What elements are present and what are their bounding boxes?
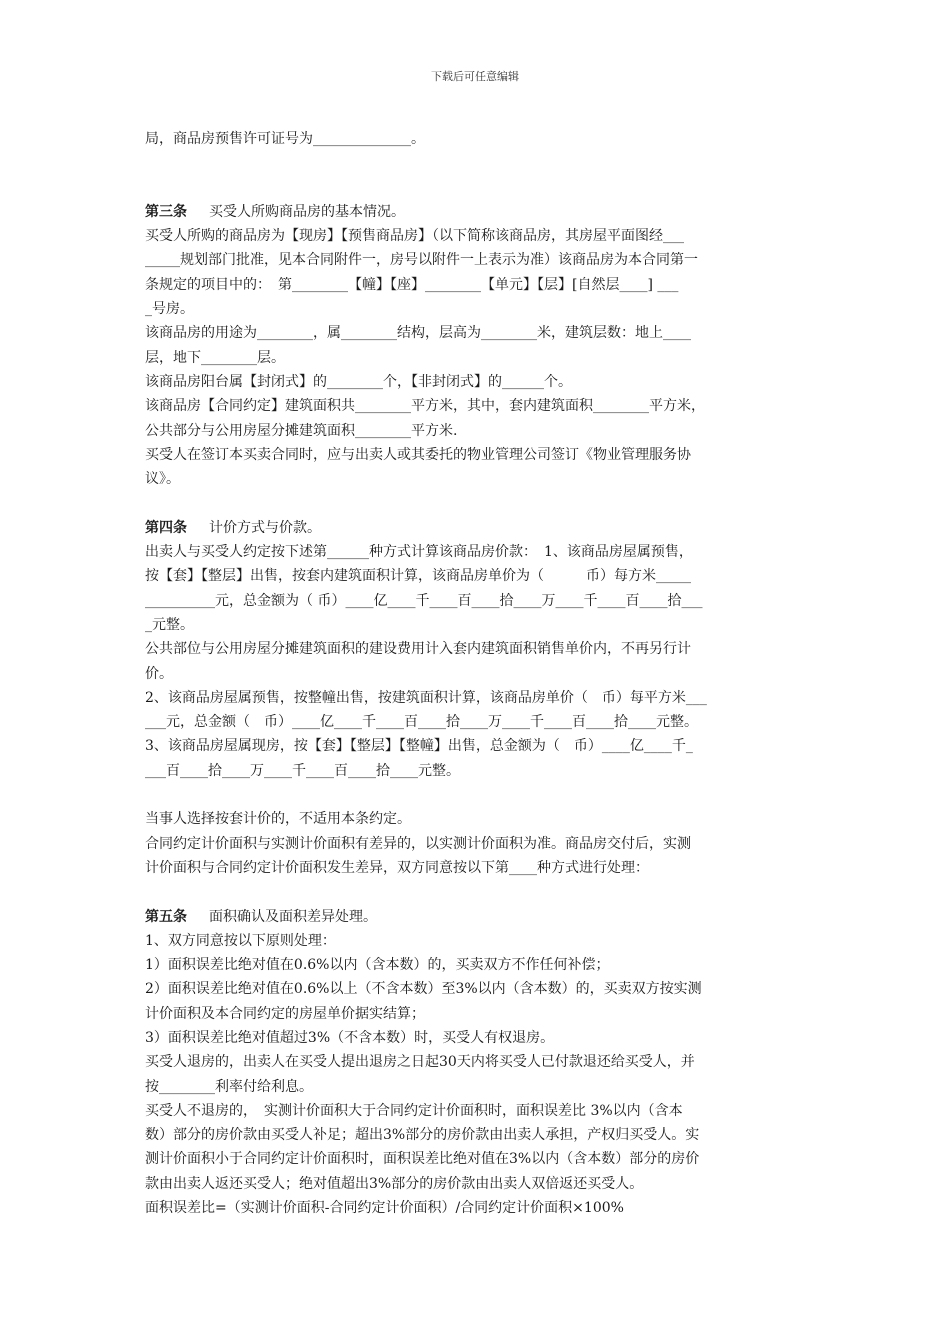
article-3-title: 第三条 [145,203,187,220]
article-5-heading: 面积确认及面积差异处理。 [209,908,377,925]
article-4-line: _元整。 [145,616,194,633]
article-3-line: 公共部分与公用房屋分摊建筑面积________平方米. [145,422,458,439]
article-5-line: 测计价面积小于合同约定计价面积时，面积误差比绝对值在3%以内（含本数）部分的房价 [145,1151,700,1168]
spacer [145,151,815,175]
article-5-line: 1、双方同意按以下原则处理： [145,932,336,949]
article-4-line: ___百____拾____万____千____百____拾____元整。 [145,762,460,779]
article-4-line: 3、该商品房屋属现房，按【套】【整层】【整幢】出售，总金额为（ 币）____亿____千_ [145,738,693,755]
article-5-line: 面积误差比=（实测计价面积-合同约定计价面积）/合同约定计价面积×100% [145,1200,624,1217]
article-5-line: 1）面积误差比绝对值在0.6%以内（含本数）的，买卖双方不作任何补偿； [145,957,610,974]
article-4-line: 按【套】【整层】出售，按套内建筑面积计算，该商品房单价为（ 币）每方米_____ [145,568,691,585]
article-4-note-line: 当事人选择按套计价的，不适用本条约定。 [145,811,411,828]
article-3-line: _号房。 [145,301,194,318]
article-3-line: 层，地下________层。 [145,349,285,366]
document-body [145,127,815,1220]
article-5-line: 款由出卖人返还买受人；绝对值超出3%部分的房价款由出卖人双倍返还买受人。 [145,1175,644,1192]
article-5-heading-line [145,905,815,929]
article-3-line: 买受人所购的商品房为【现房】【预售商品房】（以下简称该商品房，其房屋平面图经___ [145,228,684,245]
article-5-line: 按________利率付给利息。 [145,1078,313,1095]
article-4-line: 2、该商品房屋属预售，按整幢出售，按建筑面积计算，该商品房单价（ 币）每平方米___ [145,689,707,706]
page-header-note: 下载后可任意编辑 [431,70,519,83]
article-3-line: _____规划部门批准，见本合同附件一，房号以附件一上表示为准）该商品房为本合同第一 [145,252,698,269]
spacer [145,176,815,200]
intro-line: 局，商品房预售许可证号为______________。 [145,131,425,147]
article-4-line: ___元，总金额（ 币）____亿____千____百____拾____万____千____百____拾____元整。 [145,714,698,731]
spacer [145,783,815,807]
article-3-line: 该商品房阳台属【封闭式】的________个，【非封闭式】的______个。 [145,373,572,390]
article-5-title: 第五条 [145,908,187,925]
article-4-line: 价。 [145,665,173,682]
article-3-line: 该商品房【合同约定】建筑面积共________平方米，其中，套内建筑面积________平方米， [145,398,705,415]
article-3-line: 买受人在签订本买卖合同时，应与出卖人或其委托的物业管理公司签订《物业管理服务协 [145,446,691,463]
article-4-title: 第四条 [145,519,187,536]
spacer [145,880,815,904]
article-3-heading: 买受人所购商品房的基本情况。 [209,203,405,220]
article-5-line: 买受人不退房的， 实测计价面积大于合同约定计价面积时，面积误差比 3%以内（含本 [145,1102,683,1119]
article-3-line: 条规定的项目中的： 第________【幢】【座】________【单元】【层】[自然层____] ___ [145,276,679,293]
article-5-line: 买受人退房的，出卖人在买受人提出退房之日起30天内将买受人已付款退还给买受人，并 [145,1054,695,1071]
article-3-heading-line [145,200,815,224]
spacer [145,491,815,515]
article-3-line: 议》。 [145,471,180,488]
article-5-line: 计价面积及本合同约定的房屋单价据实结算； [145,1005,425,1022]
article-4-line: __________元，总金额为（ 币）____亿____千____百____拾____万____千____百____拾___ [145,592,703,609]
article-4-line: 出卖人与买受人约定按下述第______种方式计算该商品房价款： 1、该商品房屋属预售， [145,544,693,561]
article-5-line: 2）面积误差比绝对值在0.6%以上（不含本数）至3%以内（含本数）的，买卖双方按实测 [145,981,702,998]
article-4-note-line: 计价面积与合同约定计价面积发生差异，双方同意按以下第____种方式进行处理： [145,859,649,876]
article-4-line: 公共部位与公用房屋分摊建筑面积的建设费用计入套内建筑面积销售单价内，不再另行计 [145,641,691,658]
article-5-line: 3）面积误差比绝对值超过3%（不含本数）时，买受人有权退房。 [145,1029,555,1046]
article-4-heading-line [145,516,815,540]
article-3-line: 该商品房的用途为________，属________结构，层高为________米，建筑层数：地上____ [145,325,691,342]
article-4-note-line: 合同约定计价面积与实测计价面积有差异的，以实测计价面积为准。商品房交付后，实测 [145,835,691,852]
article-5-line: 数）部分的房价款由买受人补足；超出3%部分的房价款由出卖人承担，产权归买受人。实 [145,1127,700,1144]
article-4-heading: 计价方式与价款。 [209,519,321,536]
